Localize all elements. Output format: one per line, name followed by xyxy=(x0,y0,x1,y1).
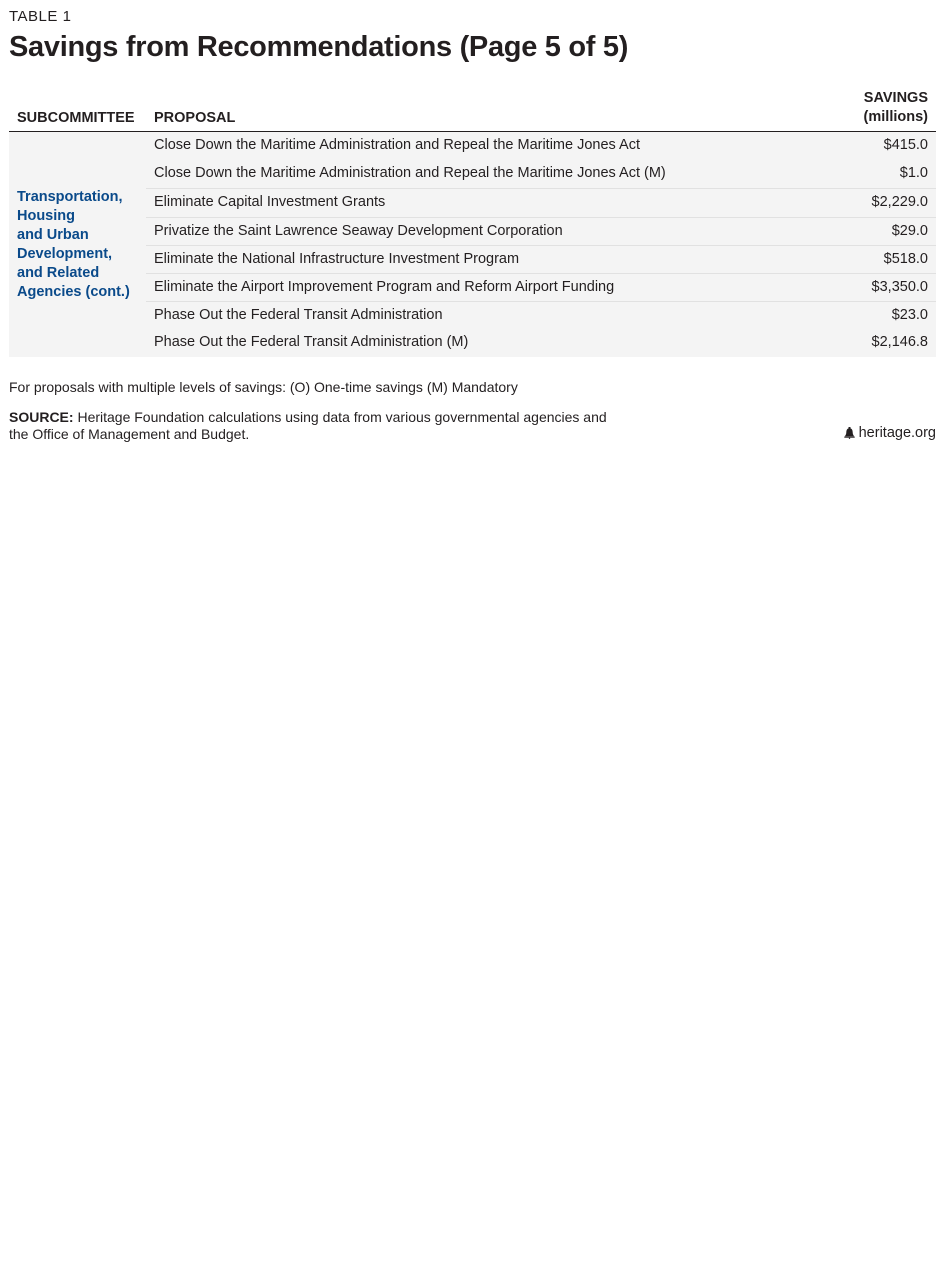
proposal-cell: Eliminate Capital Investment Grants xyxy=(154,194,386,211)
proposal-cell: Close Down the Maritime Administration and Repeal the Maritime Jones Act xyxy=(154,137,640,153)
savings-cell: $3,350.0 xyxy=(871,278,928,295)
proposal-cell: Eliminate the National Infrastructure Investment Program xyxy=(154,250,520,267)
savings-cell: $1.0 xyxy=(899,165,928,182)
savings-table xyxy=(9,88,936,357)
table-row xyxy=(146,188,936,216)
table-label: TABLE 1 xyxy=(9,8,72,25)
proposal-cell: Eliminate the Airport Improvement Program and Reform Airport Funding xyxy=(154,278,615,295)
table-body xyxy=(9,132,936,357)
page-title: Savings from Recommendations (Page 5 of 5) xyxy=(9,31,629,63)
column-header-savings-line1: SAVINGS xyxy=(863,90,928,106)
table-row xyxy=(146,301,936,329)
column-header-subcommittee: SUBCOMMITTEE xyxy=(17,110,135,126)
table-row xyxy=(146,217,936,245)
column-header-savings-line2: (millions) xyxy=(863,109,928,125)
savings-cell: $29.0 xyxy=(891,222,928,239)
proposal-cell: Phase Out the Federal Transit Administration xyxy=(154,307,443,324)
table-row xyxy=(146,160,936,188)
brand-text: heritage.org xyxy=(858,425,936,441)
proposal-cell: Close Down the Maritime Administration and Repeal the Maritime Jones Act (M) xyxy=(154,165,666,182)
savings-cell: $23.0 xyxy=(891,307,928,324)
proposal-rows xyxy=(146,132,936,358)
savings-cell: $518.0 xyxy=(883,250,928,267)
source-note xyxy=(9,409,609,443)
column-header-savings xyxy=(864,89,928,127)
subcommittee-cell xyxy=(17,132,142,357)
proposal-cell: Privatize the Saint Lawrence Seaway Development Corporation xyxy=(154,222,563,239)
table-row xyxy=(146,329,936,357)
savings-cell: $2,229.0 xyxy=(871,194,928,211)
column-header-proposal: PROPOSAL xyxy=(154,110,236,126)
savings-cell: $2,146.8 xyxy=(871,334,928,351)
table-header xyxy=(9,88,936,132)
proposal-cell: Phase Out the Federal Transit Administration (M) xyxy=(154,334,469,351)
liberty-bell-icon xyxy=(844,427,855,439)
source-text: Heritage Foundation calculations using data from various governmental agencies and the Office of Management and Budget. xyxy=(9,409,607,442)
table-row xyxy=(146,245,936,273)
savings-cell: $415.0 xyxy=(883,137,928,153)
table-row xyxy=(146,273,936,301)
subcommittee-name: Transportation, Housing and Urban Development, and Related Agencies (cont.) xyxy=(17,188,130,300)
table-row xyxy=(146,132,936,160)
heritage-link[interactable] xyxy=(844,425,936,441)
source-label: SOURCE: xyxy=(9,409,74,425)
savings-legend: For proposals with multiple levels of savings: (O) One-time savings (M) Mandatory xyxy=(9,379,518,395)
